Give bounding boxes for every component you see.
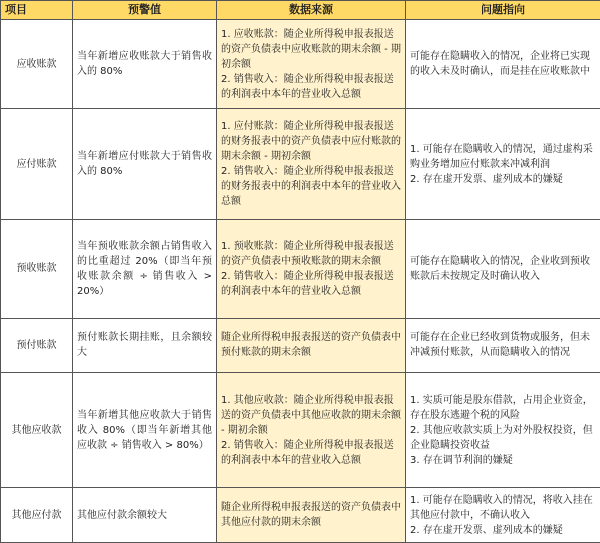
- row-problem: 1. 实质可能是股东借款，占用企业资金，存在股东逃避个税的风险 2. 其他应收款实质上为对外股权投资，但企业隐瞒投资收益 3. 存在调节利润的嫌疑: [406, 373, 600, 488]
- table-header-row: [1, 1, 600, 20]
- row-warning-value: 当年新增其他应收款大于销售收入 80%（即当年新增其他应收款 ÷ 销售收入 > 80%）: [73, 373, 217, 488]
- header-item: 项目: [1, 1, 73, 20]
- row-warning-value: 当年预收账款余额占销售收入的比重超过 20%（即当年预收账款余额 ÷ 销售收入 > 20%）: [73, 220, 217, 319]
- row-item: 应收账款: [1, 20, 73, 109]
- row-problem: 可能存在隐瞒收入的情况，企业收到预收账款后未按规定及时确认收入: [406, 220, 600, 319]
- row-data-source: 1. 预收账款：随企业所得税申报表报送的资产负债表中预收账款的期末余额 2. 销售收入：随企业所得税申报表报送的利润表中本年的营业收入总额: [217, 220, 406, 319]
- table-row: [1, 488, 600, 543]
- row-data-source: 随企业所得税申报表报送的资产负债表中预付账款的期末余额: [217, 318, 406, 373]
- row-warning-value: 其他应付款余额较大: [73, 488, 217, 543]
- row-data-source: 1. 其他应收款：随企业所得税申报表报送的资产负债表中其他应收款的期末余额 - 期初余额 2. 销售收入：随企业所得税申报表报送的利润表中本年的营业收入总额: [217, 373, 406, 488]
- row-problem: 可能存在隐瞒收入的情况，企业将已实现的收入未及时确认，而是挂在应收账款中: [406, 20, 600, 109]
- row-item: 预收账款: [1, 220, 73, 319]
- row-problem: 1. 可能存在隐瞒收入的情况，通过虚构采购业务增加应付账款来冲减利润 2. 存在虚开发票、虚列成本的嫌疑: [406, 109, 600, 220]
- header-problem: 问题指向: [406, 1, 600, 20]
- table-row: [1, 20, 600, 109]
- row-data-source: 1. 应收账款：随企业所得税申报表报送的资产负债表中应收账款的期末余额 - 期初余额 2. 销售收入：随企业所得税申报表报送的利润表中本年的营业收入总额: [217, 20, 406, 109]
- header-warning-value: 预警值: [73, 1, 217, 20]
- row-problem: 1. 可能存在隐瞒收入的情况，将收入挂在其他应付款中，不确认收入 2. 存在虚开发票、虚列成本的嫌疑: [406, 488, 600, 543]
- row-item: 其他应付款: [1, 488, 73, 543]
- row-problem: 可能存在企业已经收到货物或服务，但未冲减预付账款，从而隐瞒收入的情况: [406, 318, 600, 373]
- row-item: 应付账款: [1, 109, 73, 220]
- row-warning-value: 预付账款长期挂账，且余额较大: [73, 318, 217, 373]
- table-row: [1, 109, 600, 220]
- row-data-source: 1. 应付账款：随企业所得税申报表报送的财务报表中的资产负债表中应付账款的期末余额 - 期初余额 2. 销售收入：随企业所得税申报表报送的财务报表中的利润表中本年的营业收入总额: [217, 109, 406, 220]
- row-warning-value: 当年新增应收账款大于销售收入的 80%: [73, 20, 217, 109]
- header-data-source: 数据来源: [217, 1, 406, 20]
- row-item: 其他应收款: [1, 373, 73, 488]
- row-data-source: 随企业所得税申报表报送的资产负债表中其他应付款的期末余额: [217, 488, 406, 543]
- row-warning-value: 当年新增应付账款大于销售收入的 80%: [73, 109, 217, 220]
- row-item: 预付账款: [1, 318, 73, 373]
- table-row: [1, 220, 600, 319]
- table-row: [1, 318, 600, 373]
- table-row: [1, 373, 600, 488]
